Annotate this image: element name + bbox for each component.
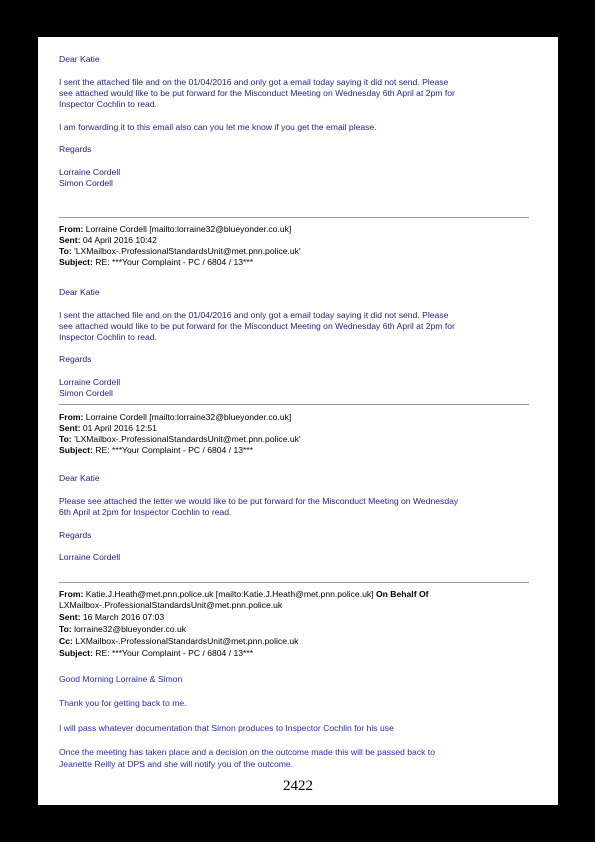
email4-from-mailbox: LXMailbox-.ProfessionalStandardsUnit@met.pnn.police.uk xyxy=(59,600,283,610)
email3-signature: Lorraine Cordell xyxy=(59,552,121,562)
email4-body-line: Once the meeting has taken place and a decision on the outcome made this will be passed back to xyxy=(59,747,435,757)
subject-value: RE: ***Your Complaint - PC / 6804 / 13*** xyxy=(92,257,254,267)
sent-value: 01 April 2016 12:51 xyxy=(80,423,157,433)
email3-from xyxy=(59,412,291,423)
email2-body-line: I sent the attached file and on the 01/04/2016 and only got a email today saying it did not send. Please xyxy=(59,310,449,320)
from-value: Katie.J.Heath@met.pnn.police.uk [mailto:Katie.J.Heath@met.pnn.police.uk] xyxy=(83,589,376,599)
email3-body-line: 6th April at 2pm for Inspector Cochlin to read. xyxy=(59,507,232,517)
email4-subject xyxy=(59,648,253,659)
email1-signature: Lorraine Cordell xyxy=(59,167,121,177)
to-label: To: xyxy=(59,246,72,256)
email1-regards: Regards xyxy=(59,144,92,154)
email3-sent xyxy=(59,423,157,434)
email4-greeting: Good Morning Lorraine & Simon xyxy=(59,674,183,684)
divider xyxy=(59,582,529,583)
to-value: lorraine32@blueyonder.co.uk xyxy=(71,624,187,634)
page-number: 2422 xyxy=(283,778,313,794)
subject-label: Subject: xyxy=(59,648,93,658)
email2-greeting: Dear Katie xyxy=(59,287,100,297)
email1-body-line: I am forwarding it to this email also can you let me know if you get the email please. xyxy=(59,122,377,132)
email2-body-line: Inspector Cochlin to read. xyxy=(59,332,157,342)
divider xyxy=(59,404,529,405)
to-value: 'LXMailbox-.ProfessionalStandardsUnit@met.pnn.police.uk' xyxy=(71,246,301,256)
subject-value: RE: ***Your Complaint - PC / 6804 / 13*** xyxy=(92,648,254,658)
email4-cc xyxy=(59,636,298,647)
email3-regards: Regards xyxy=(59,530,92,540)
email1-greeting: Dear Katie xyxy=(59,54,100,64)
email3-subject xyxy=(59,445,253,456)
email4-body-line: I will pass whatever documentation that Simon produces to Inspector Cochlin for his use xyxy=(59,723,394,733)
sent-value: 04 April 2016 10:42 xyxy=(80,235,157,245)
email2-signature: Lorraine Cordell xyxy=(59,377,121,387)
email4-to xyxy=(59,624,186,635)
email2-regards: Regards xyxy=(59,354,92,364)
email2-subject xyxy=(59,257,253,268)
from-value: Lorraine Cordell [mailto:lorraine32@blueyonder.co.uk] xyxy=(83,412,292,422)
divider xyxy=(59,217,529,218)
email1-body-line: I sent the attached file and on the 01/04/2016 and only got a email today saying it did not send. Please xyxy=(59,77,449,87)
email2-to xyxy=(59,246,301,257)
from-value: Lorraine Cordell [mailto:lorraine32@blueyonder.co.uk] xyxy=(83,224,292,234)
cc-label: Cc: xyxy=(59,636,73,646)
email2-from xyxy=(59,224,291,235)
subject-value: RE: ***Your Complaint - PC / 6804 / 13*** xyxy=(92,445,254,455)
document-page xyxy=(38,37,558,805)
email3-to xyxy=(59,434,301,445)
sent-label: Sent: xyxy=(59,423,81,433)
to-label: To: xyxy=(59,624,72,634)
email1-body-line: see attached would like to be put forward for the Misconduct Meeting on Wednesday 6th April at 2pm for xyxy=(59,88,455,98)
to-value: 'LXMailbox-.ProfessionalStandardsUnit@met.pnn.police.uk' xyxy=(71,434,301,444)
from-label: From: xyxy=(59,224,84,234)
email4-from xyxy=(59,589,429,600)
email3-body-line: Please see attached the letter we would like to be put forward for the Misconduct Meeting on Wednesday xyxy=(59,496,459,506)
sent-label: Sent: xyxy=(59,612,81,622)
email4-sent xyxy=(59,612,164,623)
email2-sent xyxy=(59,235,157,246)
email4-body-line: Thank you for getting back to me. xyxy=(59,698,187,708)
email1-body-line: Inspector Cochlin to read. xyxy=(59,99,157,109)
sent-label: Sent: xyxy=(59,235,81,245)
from-label: From: xyxy=(59,412,84,422)
email4-body-line: Jeanette Reilly at DPS and she will notify you of the outcome. xyxy=(59,759,294,769)
cc-value: LXMailbox-.ProfessionalStandardsUnit@met.pnn.police.uk xyxy=(72,636,299,646)
on-behalf-label: On Behalf Of xyxy=(375,589,429,599)
to-label: To: xyxy=(59,434,72,444)
subject-label: Subject: xyxy=(59,445,93,455)
sent-value: 16 March 2016 07:03 xyxy=(80,612,165,622)
email3-greeting: Dear Katie xyxy=(59,473,100,483)
subject-label: Subject: xyxy=(59,257,93,267)
from-label: From: xyxy=(59,589,84,599)
email2-signature: Simon Cordell xyxy=(59,388,113,398)
email1-signature: Simon Cordell xyxy=(59,178,113,188)
email2-body-line: see attached would like to be put forward for the Misconduct Meeting on Wednesday 6th April at 2pm for xyxy=(59,321,455,331)
